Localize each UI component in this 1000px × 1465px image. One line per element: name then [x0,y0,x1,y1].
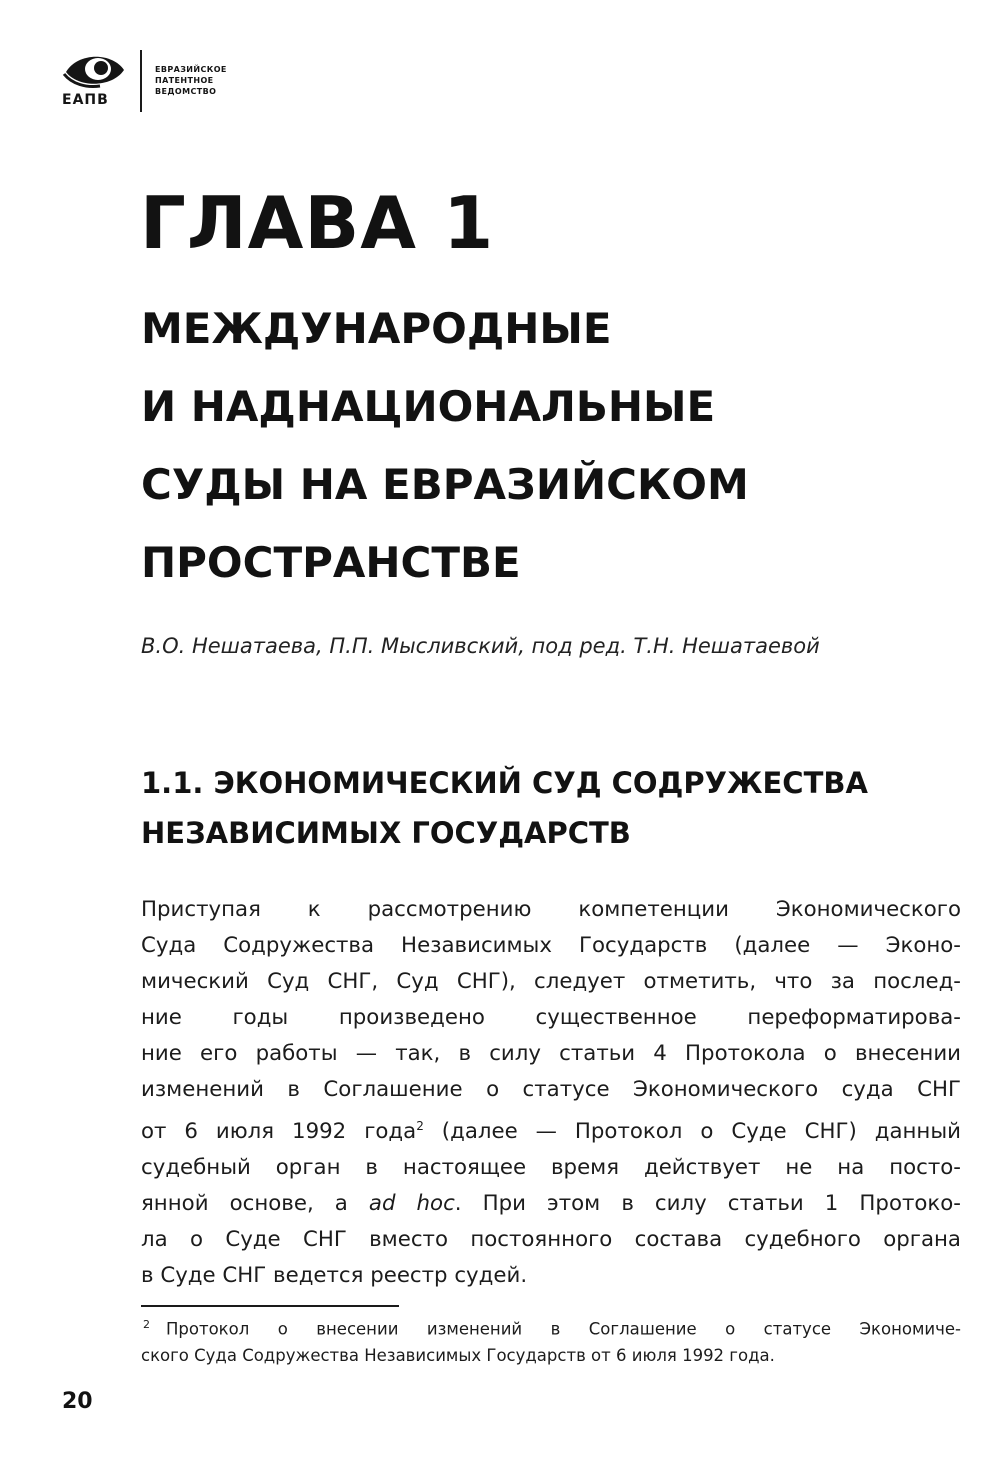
footnote-mark: 2 [143,1318,150,1331]
body-line: изменений в Соглашение о статусе Экономического суда СНГ [141,1077,961,1102]
section-title-line: 1.1. ЭКОНОМИЧЕСКИЙ СУД СОДРУЖЕСТВА [141,766,868,800]
body-line [141,1186,961,1222]
body-text-fragment: от 6 июля 1992 года [141,1119,417,1145]
body-text-fragment: (далее — Протокол о Суде СНГ) данный [423,1119,961,1145]
logo-divider [140,50,142,112]
body-paragraph [141,892,961,1294]
body-text-fragment: . При этом в силу статьи 1 Протоко- [454,1191,961,1217]
body-line: Суда Содружества Независимых Государств (далее — Эконо- [141,933,961,958]
body-line: ние его работы — так, в силу статьи 4 Протокола о внесении [141,1041,961,1066]
footnote-divider [141,1305,399,1307]
chapter-title-line: И НАДНАЦИОНАЛЬНЫЕ [141,382,716,431]
footnote-text: Протокол о внесении изменений в Соглашение о статусе Экономиче- [166,1319,961,1339]
chapter-title-line: ПРОСТРАНСТВЕ [141,538,521,587]
body-text-fragment: янной основе, а [141,1191,369,1217]
section-title-line: НЕЗАВИСИМЫХ ГОСУДАРСТВ [141,816,631,850]
body-line [141,1108,961,1150]
footnote-reference: 2 [416,1119,424,1133]
body-line: ние годы произведено существенное переформатирова- [141,1005,961,1030]
chapter-authors: В.О. Нешатаева, П.П. Мысливский, под ред. Т.Н. Нешатаевой [141,634,820,658]
body-line: мический Суд СНГ, Суд СНГ), следует отметить, что за послед- [141,969,961,994]
body-line: в Суде СНГ ведется реестр судей. [141,1263,528,1289]
latin-phrase: ad hoc [368,1191,455,1217]
page-number: 20 [62,1389,93,1414]
chapter-title-line: МЕЖДУНАРОДНЫЕ [141,304,612,353]
logo-text-line: ВЕДОМСТВО [155,87,217,96]
logo-text-line: ПАТЕНТНОЕ [155,76,214,85]
logo-text [155,64,227,97]
chapter-title-line: СУДЫ НА ЕВРАЗИЙСКОМ [141,460,749,509]
body-line: ла о Суде СНГ вместо постоянного состава судебного органа [141,1227,961,1253]
section-title [141,758,868,858]
publisher-logo [60,50,300,110]
footnote-line: ского Суда Содружества Независимых Государств от 6 июля 1992 года. [141,1345,775,1365]
logo-text-line: ЕВРАЗИЙСКОЕ [155,65,227,74]
footnote [141,1312,961,1369]
body-line: Приступая к рассмотрению компетенции Экономического [141,897,961,922]
chapter-title [141,290,749,602]
chapter-label: ГЛАВА 1 [140,181,495,265]
logo-abbreviation: ЕАПВ [62,92,109,108]
footnote-line [141,1312,961,1343]
body-line: судебный орган в настоящее время действует не на посто- [141,1155,961,1181]
